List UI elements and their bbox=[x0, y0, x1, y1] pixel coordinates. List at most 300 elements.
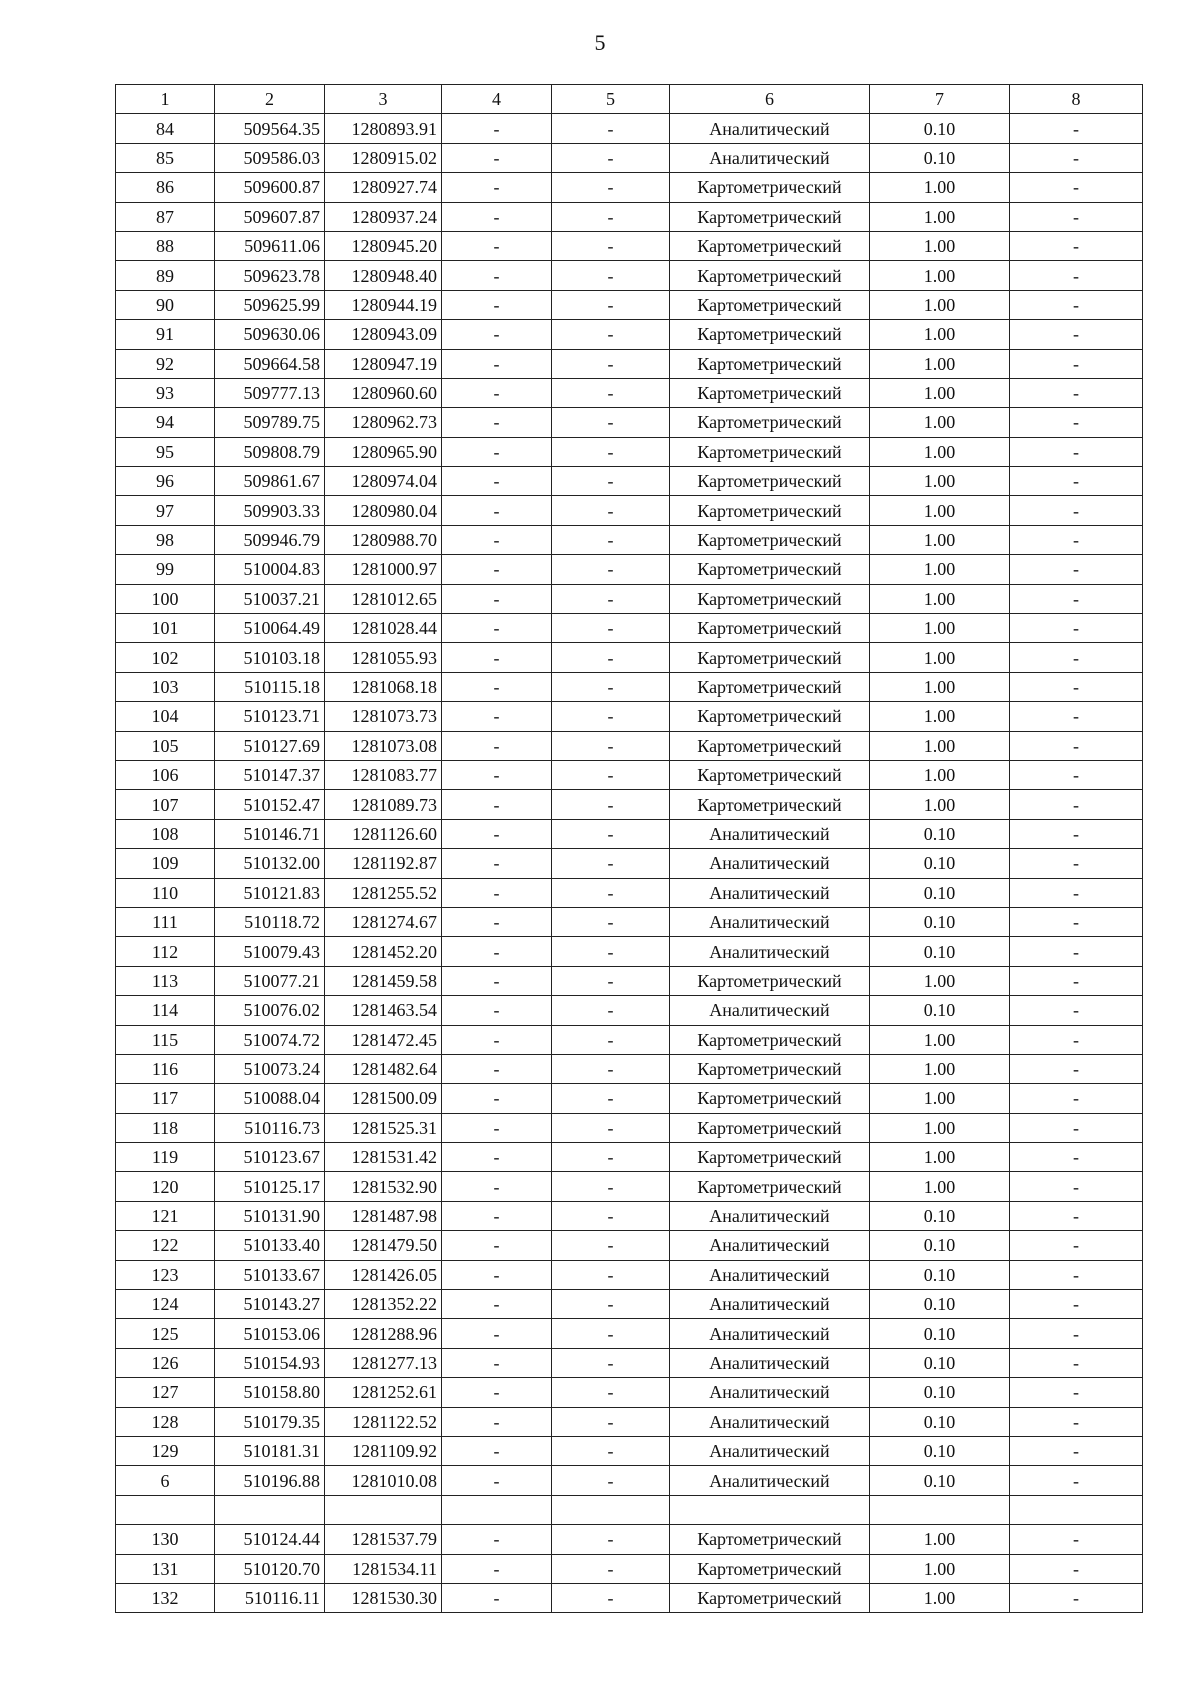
point-number-cell: 88 bbox=[116, 231, 215, 260]
col8-value-cell: - bbox=[1010, 584, 1143, 613]
point-number-cell: 111 bbox=[116, 907, 215, 936]
col5-value-cell: - bbox=[552, 584, 670, 613]
precision-cell: 1.00 bbox=[870, 349, 1010, 378]
col8-value-cell: - bbox=[1010, 760, 1143, 789]
point-number-cell: 122 bbox=[116, 1231, 215, 1260]
col8-value-cell: - bbox=[1010, 231, 1143, 260]
col4-value-cell: - bbox=[442, 1143, 552, 1172]
method-cell: Картометрический bbox=[670, 261, 870, 290]
method-cell: Картометрический bbox=[670, 731, 870, 760]
y-coordinate-cell: 1280965.90 bbox=[325, 437, 442, 466]
point-number-cell: 132 bbox=[116, 1583, 215, 1612]
col4-value-cell: - bbox=[442, 1113, 552, 1142]
col8-value-cell: - bbox=[1010, 114, 1143, 143]
table-row bbox=[116, 672, 1143, 701]
x-coordinate-cell: 510152.47 bbox=[215, 790, 325, 819]
col4-value-cell: - bbox=[442, 1436, 552, 1465]
x-coordinate-cell: 509600.87 bbox=[215, 173, 325, 202]
col8-value-cell: - bbox=[1010, 202, 1143, 231]
col8-value-cell: - bbox=[1010, 1378, 1143, 1407]
x-coordinate-cell: 509586.03 bbox=[215, 143, 325, 172]
y-coordinate-cell: 1280944.19 bbox=[325, 290, 442, 319]
method-cell: Картометрический bbox=[670, 614, 870, 643]
y-coordinate-cell: 1281463.54 bbox=[325, 996, 442, 1025]
point-number-cell: 117 bbox=[116, 1084, 215, 1113]
col8-value-cell: - bbox=[1010, 525, 1143, 554]
precision-cell: 0.10 bbox=[870, 1348, 1010, 1377]
point-number-cell: 92 bbox=[116, 349, 215, 378]
x-coordinate-cell: 510076.02 bbox=[215, 996, 325, 1025]
y-coordinate-cell: 1280962.73 bbox=[325, 408, 442, 437]
precision-cell: 0.10 bbox=[870, 849, 1010, 878]
col8-value-cell: - bbox=[1010, 878, 1143, 907]
method-cell: Картометрический bbox=[670, 1113, 870, 1142]
method-cell: Аналитический bbox=[670, 819, 870, 848]
table-row bbox=[116, 467, 1143, 496]
table-row bbox=[116, 1143, 1143, 1172]
precision-cell: 0.10 bbox=[870, 937, 1010, 966]
y-coordinate-cell: 1281530.30 bbox=[325, 1583, 442, 1612]
column-header: 1 bbox=[116, 85, 215, 114]
table-row bbox=[116, 378, 1143, 407]
col4-value-cell: - bbox=[442, 525, 552, 554]
x-coordinate-cell: 509777.13 bbox=[215, 378, 325, 407]
col4-value-cell: - bbox=[442, 173, 552, 202]
y-coordinate-cell: 1281012.65 bbox=[325, 584, 442, 613]
y-coordinate-cell: 1281083.77 bbox=[325, 760, 442, 789]
method-cell: Аналитический bbox=[670, 1466, 870, 1495]
column-header: 7 bbox=[870, 85, 1010, 114]
precision-cell: 0.10 bbox=[870, 1260, 1010, 1289]
y-coordinate-cell: 1281277.13 bbox=[325, 1348, 442, 1377]
col5-value-cell: - bbox=[552, 143, 670, 172]
x-coordinate-cell bbox=[215, 1495, 325, 1524]
point-number-cell: 128 bbox=[116, 1407, 215, 1436]
col8-value-cell: - bbox=[1010, 614, 1143, 643]
col5-value-cell: - bbox=[552, 555, 670, 584]
col4-value-cell: - bbox=[442, 1054, 552, 1083]
precision-cell bbox=[870, 1495, 1010, 1524]
point-number-cell: 127 bbox=[116, 1378, 215, 1407]
col4-value-cell: - bbox=[442, 231, 552, 260]
col4-value-cell: - bbox=[442, 937, 552, 966]
column-header: 4 bbox=[442, 85, 552, 114]
table-row bbox=[116, 202, 1143, 231]
method-cell: Картометрический bbox=[670, 1525, 870, 1554]
method-cell: Аналитический bbox=[670, 907, 870, 936]
method-cell: Картометрический bbox=[670, 1084, 870, 1113]
col8-value-cell: - bbox=[1010, 320, 1143, 349]
precision-cell: 0.10 bbox=[870, 1378, 1010, 1407]
col4-value-cell: - bbox=[442, 408, 552, 437]
method-cell: Картометрический bbox=[670, 525, 870, 554]
col5-value-cell bbox=[552, 1495, 670, 1524]
col5-value-cell: - bbox=[552, 320, 670, 349]
y-coordinate-cell: 1281000.97 bbox=[325, 555, 442, 584]
col5-value-cell: - bbox=[552, 614, 670, 643]
y-coordinate-cell: 1280960.60 bbox=[325, 378, 442, 407]
col4-value-cell: - bbox=[442, 114, 552, 143]
point-number-cell: 125 bbox=[116, 1319, 215, 1348]
point-number-cell: 98 bbox=[116, 525, 215, 554]
method-cell: Картометрический bbox=[670, 672, 870, 701]
point-number-cell: 119 bbox=[116, 1143, 215, 1172]
y-coordinate-cell: 1280947.19 bbox=[325, 349, 442, 378]
point-number-cell: 103 bbox=[116, 672, 215, 701]
precision-cell: 1.00 bbox=[870, 1583, 1010, 1612]
table-row bbox=[116, 731, 1143, 760]
table-row bbox=[116, 555, 1143, 584]
x-coordinate-cell: 510077.21 bbox=[215, 966, 325, 995]
col8-value-cell: - bbox=[1010, 1113, 1143, 1142]
col8-value-cell: - bbox=[1010, 143, 1143, 172]
y-coordinate-cell: 1280974.04 bbox=[325, 467, 442, 496]
table-row bbox=[116, 320, 1143, 349]
col4-value-cell: - bbox=[442, 1348, 552, 1377]
table-row bbox=[116, 1378, 1143, 1407]
col5-value-cell: - bbox=[552, 1407, 670, 1436]
col4-value-cell: - bbox=[442, 996, 552, 1025]
x-coordinate-cell: 510179.35 bbox=[215, 1407, 325, 1436]
y-coordinate-cell: 1281537.79 bbox=[325, 1525, 442, 1554]
point-number-cell: 106 bbox=[116, 760, 215, 789]
col5-value-cell: - bbox=[552, 937, 670, 966]
y-coordinate-cell: 1281010.08 bbox=[325, 1466, 442, 1495]
x-coordinate-cell: 510103.18 bbox=[215, 643, 325, 672]
point-number-cell: 118 bbox=[116, 1113, 215, 1142]
col5-value-cell: - bbox=[552, 702, 670, 731]
x-coordinate-cell: 509564.35 bbox=[215, 114, 325, 143]
table-row bbox=[116, 525, 1143, 554]
x-coordinate-cell: 510153.06 bbox=[215, 1319, 325, 1348]
precision-cell: 1.00 bbox=[870, 1554, 1010, 1583]
method-cell: Аналитический bbox=[670, 1407, 870, 1436]
point-number-cell: 104 bbox=[116, 702, 215, 731]
col5-value-cell: - bbox=[552, 1525, 670, 1554]
col5-value-cell: - bbox=[552, 525, 670, 554]
y-coordinate-cell: 1281274.67 bbox=[325, 907, 442, 936]
col4-value-cell: - bbox=[442, 1407, 552, 1436]
method-cell: Аналитический bbox=[670, 1348, 870, 1377]
col5-value-cell: - bbox=[552, 1113, 670, 1142]
table-row bbox=[116, 966, 1143, 995]
col8-value-cell: - bbox=[1010, 1436, 1143, 1465]
y-coordinate-cell: 1281109.92 bbox=[325, 1436, 442, 1465]
point-number-cell: 95 bbox=[116, 437, 215, 466]
x-coordinate-cell: 510132.00 bbox=[215, 849, 325, 878]
precision-cell: 0.10 bbox=[870, 1231, 1010, 1260]
x-coordinate-cell: 510121.83 bbox=[215, 878, 325, 907]
x-coordinate-cell: 510079.43 bbox=[215, 937, 325, 966]
col5-value-cell: - bbox=[552, 261, 670, 290]
y-coordinate-cell: 1280980.04 bbox=[325, 496, 442, 525]
y-coordinate-cell: 1281532.90 bbox=[325, 1172, 442, 1201]
precision-cell: 1.00 bbox=[870, 525, 1010, 554]
precision-cell: 1.00 bbox=[870, 1525, 1010, 1554]
col5-value-cell: - bbox=[552, 1143, 670, 1172]
x-coordinate-cell: 509789.75 bbox=[215, 408, 325, 437]
col4-value-cell: - bbox=[442, 731, 552, 760]
x-coordinate-cell: 510154.93 bbox=[215, 1348, 325, 1377]
x-coordinate-cell: 510115.18 bbox=[215, 672, 325, 701]
method-cell: Картометрический bbox=[670, 202, 870, 231]
point-number-cell: 123 bbox=[116, 1260, 215, 1289]
point-number-cell: 108 bbox=[116, 819, 215, 848]
table-row bbox=[116, 408, 1143, 437]
y-coordinate-cell: 1281288.96 bbox=[325, 1319, 442, 1348]
method-cell: Картометрический bbox=[670, 790, 870, 819]
table-row bbox=[116, 1084, 1143, 1113]
col8-value-cell: - bbox=[1010, 1143, 1143, 1172]
col8-value-cell: - bbox=[1010, 349, 1143, 378]
col4-value-cell: - bbox=[442, 1466, 552, 1495]
precision-cell: 1.00 bbox=[870, 261, 1010, 290]
x-coordinate-cell: 510143.27 bbox=[215, 1290, 325, 1319]
col4-value-cell: - bbox=[442, 143, 552, 172]
y-coordinate-cell bbox=[325, 1495, 442, 1524]
precision-cell: 1.00 bbox=[870, 320, 1010, 349]
precision-cell: 1.00 bbox=[870, 1084, 1010, 1113]
precision-cell: 1.00 bbox=[870, 1054, 1010, 1083]
col4-value-cell: - bbox=[442, 202, 552, 231]
table-row bbox=[116, 1054, 1143, 1083]
col5-value-cell: - bbox=[552, 1583, 670, 1612]
col5-value-cell: - bbox=[552, 1378, 670, 1407]
method-cell: Картометрический bbox=[670, 173, 870, 202]
col8-value-cell: - bbox=[1010, 907, 1143, 936]
point-number-cell: 97 bbox=[116, 496, 215, 525]
method-cell: Аналитический bbox=[670, 1260, 870, 1289]
col4-value-cell: - bbox=[442, 496, 552, 525]
col8-value-cell: - bbox=[1010, 1290, 1143, 1319]
point-number-cell: 6 bbox=[116, 1466, 215, 1495]
column-header: 2 bbox=[215, 85, 325, 114]
col8-value-cell: - bbox=[1010, 996, 1143, 1025]
y-coordinate-cell: 1281028.44 bbox=[325, 614, 442, 643]
col4-value-cell: - bbox=[442, 790, 552, 819]
point-number-cell: 121 bbox=[116, 1201, 215, 1230]
method-cell: Картометрический bbox=[670, 437, 870, 466]
col4-value-cell: - bbox=[442, 878, 552, 907]
precision-cell: 1.00 bbox=[870, 966, 1010, 995]
y-coordinate-cell: 1280948.40 bbox=[325, 261, 442, 290]
method-cell: Картометрический bbox=[670, 378, 870, 407]
col8-value-cell: - bbox=[1010, 1554, 1143, 1583]
col8-value-cell: - bbox=[1010, 790, 1143, 819]
table-row bbox=[116, 1525, 1143, 1554]
y-coordinate-cell: 1281452.20 bbox=[325, 937, 442, 966]
col4-value-cell: - bbox=[442, 1378, 552, 1407]
x-coordinate-cell: 509861.67 bbox=[215, 467, 325, 496]
table-row bbox=[116, 437, 1143, 466]
col8-value-cell: - bbox=[1010, 437, 1143, 466]
col4-value-cell: - bbox=[442, 614, 552, 643]
x-coordinate-cell: 509664.58 bbox=[215, 349, 325, 378]
table-row bbox=[116, 849, 1143, 878]
col4-value-cell: - bbox=[442, 1260, 552, 1289]
col4-value-cell: - bbox=[442, 907, 552, 936]
precision-cell: 1.00 bbox=[870, 1172, 1010, 1201]
method-cell: Аналитический bbox=[670, 937, 870, 966]
method-cell: Картометрический bbox=[670, 408, 870, 437]
col5-value-cell: - bbox=[552, 731, 670, 760]
y-coordinate-cell: 1281531.42 bbox=[325, 1143, 442, 1172]
col5-value-cell: - bbox=[552, 231, 670, 260]
col8-value-cell: - bbox=[1010, 555, 1143, 584]
x-coordinate-cell: 510133.40 bbox=[215, 1231, 325, 1260]
col5-value-cell: - bbox=[552, 1201, 670, 1230]
x-coordinate-cell: 510181.31 bbox=[215, 1436, 325, 1465]
col8-value-cell: - bbox=[1010, 1348, 1143, 1377]
col4-value-cell: - bbox=[442, 849, 552, 878]
method-cell: Картометрический bbox=[670, 760, 870, 789]
point-number-cell: 102 bbox=[116, 643, 215, 672]
col8-value-cell: - bbox=[1010, 937, 1143, 966]
col5-value-cell: - bbox=[552, 1290, 670, 1319]
col4-value-cell: - bbox=[442, 966, 552, 995]
table-row bbox=[116, 643, 1143, 672]
col4-value-cell: - bbox=[442, 584, 552, 613]
y-coordinate-cell: 1280988.70 bbox=[325, 525, 442, 554]
col5-value-cell: - bbox=[552, 1054, 670, 1083]
col4-value-cell: - bbox=[442, 555, 552, 584]
col8-value-cell: - bbox=[1010, 849, 1143, 878]
col4-value-cell: - bbox=[442, 819, 552, 848]
col8-value-cell: - bbox=[1010, 1054, 1143, 1083]
precision-cell: 1.00 bbox=[870, 231, 1010, 260]
x-coordinate-cell: 510037.21 bbox=[215, 584, 325, 613]
precision-cell: 1.00 bbox=[870, 496, 1010, 525]
method-cell: Картометрический bbox=[670, 1554, 870, 1583]
precision-cell: 1.00 bbox=[870, 643, 1010, 672]
col8-value-cell: - bbox=[1010, 1172, 1143, 1201]
table-row bbox=[116, 1201, 1143, 1230]
method-cell: Аналитический bbox=[670, 114, 870, 143]
method-cell: Картометрический bbox=[670, 1583, 870, 1612]
table-row bbox=[116, 261, 1143, 290]
col5-value-cell: - bbox=[552, 437, 670, 466]
x-coordinate-cell: 510131.90 bbox=[215, 1201, 325, 1230]
point-number-cell: 94 bbox=[116, 408, 215, 437]
y-coordinate-cell: 1281255.52 bbox=[325, 878, 442, 907]
col8-value-cell: - bbox=[1010, 1084, 1143, 1113]
precision-cell: 1.00 bbox=[870, 1025, 1010, 1054]
y-coordinate-cell: 1281192.87 bbox=[325, 849, 442, 878]
col5-value-cell: - bbox=[552, 996, 670, 1025]
x-coordinate-cell: 509625.99 bbox=[215, 290, 325, 319]
point-number-cell: 91 bbox=[116, 320, 215, 349]
col8-value-cell: - bbox=[1010, 1260, 1143, 1289]
col5-value-cell: - bbox=[552, 790, 670, 819]
point-number-cell: 86 bbox=[116, 173, 215, 202]
x-coordinate-cell: 510196.88 bbox=[215, 1466, 325, 1495]
table-row bbox=[116, 1172, 1143, 1201]
point-number-cell: 113 bbox=[116, 966, 215, 995]
precision-cell: 0.10 bbox=[870, 819, 1010, 848]
col4-value-cell: - bbox=[442, 290, 552, 319]
col5-value-cell: - bbox=[552, 643, 670, 672]
col5-value-cell: - bbox=[552, 496, 670, 525]
column-header: 8 bbox=[1010, 85, 1143, 114]
point-number-cell: 124 bbox=[116, 1290, 215, 1319]
col8-value-cell: - bbox=[1010, 1025, 1143, 1054]
method-cell: Картометрический bbox=[670, 290, 870, 319]
col5-value-cell: - bbox=[552, 1466, 670, 1495]
precision-cell: 1.00 bbox=[870, 408, 1010, 437]
table-row bbox=[116, 173, 1143, 202]
y-coordinate-cell: 1281426.05 bbox=[325, 1260, 442, 1289]
table-row bbox=[116, 1319, 1143, 1348]
method-cell: Аналитический bbox=[670, 1319, 870, 1348]
precision-cell: 0.10 bbox=[870, 1436, 1010, 1465]
method-cell: Аналитический bbox=[670, 878, 870, 907]
x-coordinate-cell: 510116.73 bbox=[215, 1113, 325, 1142]
table-row bbox=[116, 1436, 1143, 1465]
precision-cell: 0.10 bbox=[870, 143, 1010, 172]
col8-value-cell: - bbox=[1010, 261, 1143, 290]
method-cell: Аналитический bbox=[670, 1436, 870, 1465]
point-number-cell: 110 bbox=[116, 878, 215, 907]
col4-value-cell: - bbox=[442, 437, 552, 466]
method-cell: Картометрический bbox=[670, 1054, 870, 1083]
method-cell: Картометрический bbox=[670, 349, 870, 378]
col4-value-cell: - bbox=[442, 1583, 552, 1612]
precision-cell: 1.00 bbox=[870, 173, 1010, 202]
col4-value-cell: - bbox=[442, 1084, 552, 1113]
precision-cell: 1.00 bbox=[870, 790, 1010, 819]
method-cell: Картометрический bbox=[670, 1025, 870, 1054]
table-row bbox=[116, 937, 1143, 966]
y-coordinate-cell: 1281534.11 bbox=[325, 1554, 442, 1583]
x-coordinate-cell: 510124.44 bbox=[215, 1525, 325, 1554]
point-number-cell: 131 bbox=[116, 1554, 215, 1583]
precision-cell: 1.00 bbox=[870, 555, 1010, 584]
col4-value-cell: - bbox=[442, 1525, 552, 1554]
precision-cell: 0.10 bbox=[870, 1201, 1010, 1230]
col5-value-cell: - bbox=[552, 878, 670, 907]
column-header: 6 bbox=[670, 85, 870, 114]
point-number-cell: 112 bbox=[116, 937, 215, 966]
x-coordinate-cell: 510004.83 bbox=[215, 555, 325, 584]
precision-cell: 1.00 bbox=[870, 1113, 1010, 1142]
col4-value-cell: - bbox=[442, 467, 552, 496]
y-coordinate-cell: 1281055.93 bbox=[325, 643, 442, 672]
method-cell: Картометрический bbox=[670, 702, 870, 731]
point-number-cell: 129 bbox=[116, 1436, 215, 1465]
precision-cell: 1.00 bbox=[870, 584, 1010, 613]
col5-value-cell: - bbox=[552, 202, 670, 231]
col8-value-cell: - bbox=[1010, 731, 1143, 760]
col5-value-cell: - bbox=[552, 1436, 670, 1465]
method-cell: Аналитический bbox=[670, 849, 870, 878]
col5-value-cell: - bbox=[552, 467, 670, 496]
col4-value-cell: - bbox=[442, 1231, 552, 1260]
method-cell: Картометрический bbox=[670, 1143, 870, 1172]
x-coordinate-cell: 510125.17 bbox=[215, 1172, 325, 1201]
table-body bbox=[116, 114, 1143, 1613]
col5-value-cell: - bbox=[552, 1348, 670, 1377]
col4-value-cell: - bbox=[442, 349, 552, 378]
precision-cell: 1.00 bbox=[870, 437, 1010, 466]
point-number-cell: 96 bbox=[116, 467, 215, 496]
col8-value-cell: - bbox=[1010, 467, 1143, 496]
point-number-cell: 89 bbox=[116, 261, 215, 290]
col4-value-cell: - bbox=[442, 378, 552, 407]
table-row bbox=[116, 1260, 1143, 1289]
table-row bbox=[116, 349, 1143, 378]
header-row bbox=[116, 85, 1143, 114]
precision-cell: 1.00 bbox=[870, 731, 1010, 760]
